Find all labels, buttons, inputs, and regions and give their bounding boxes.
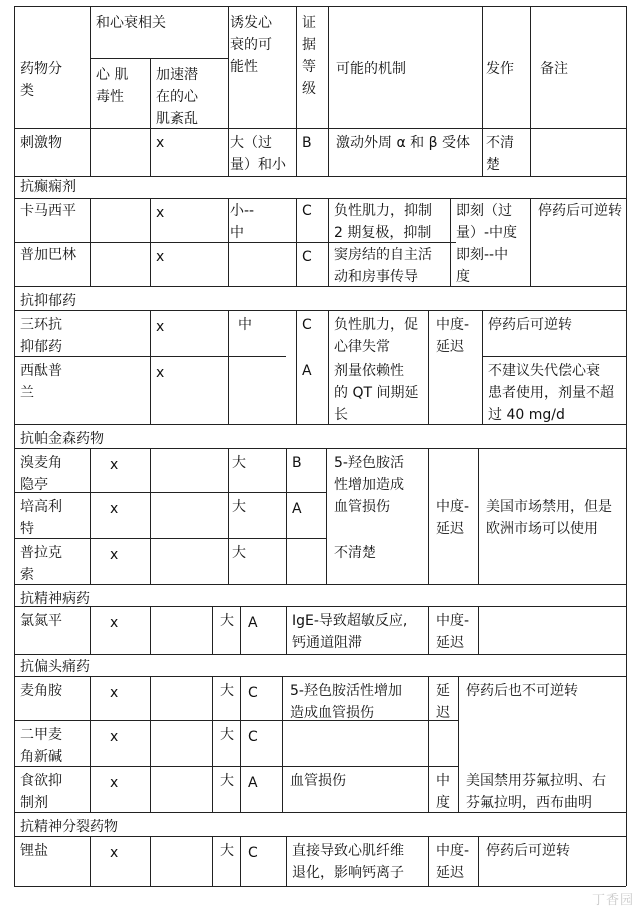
row-tca-mechanism: 负性肌力，促 心律失常 xyxy=(334,317,418,355)
row-carbamazepine-name: 卡马西平 xyxy=(20,203,76,219)
row-pregabalin-accelerate: x xyxy=(156,249,165,265)
row-stimulant-onset: 不清 楚 xyxy=(486,135,514,173)
row-stimulant-level: B xyxy=(302,135,312,151)
row-clozapine-possibility: 大 xyxy=(220,613,234,629)
row-stimulant-mechanism: 激动外周 α 和 β 受体 xyxy=(336,135,470,151)
row-migraine-remark: 停药后也不可逆转 xyxy=(466,683,578,699)
row-appetite-onset: 中 度 xyxy=(436,773,450,811)
row-methysergide-cardio: x xyxy=(110,729,119,745)
row-carbamazepine-accelerate: x xyxy=(156,205,165,221)
section-antidepressant: 抗抑郁药 xyxy=(20,293,76,309)
row-bromocriptine-level: B xyxy=(292,455,302,471)
row-parkinson-onset: 中度- 延迟 xyxy=(436,499,470,537)
row-antiepileptic-mechanism: 负性肌力，抑制 2 期复极，抑制 窦房结的自主活 动和房事传导 xyxy=(334,203,432,285)
row-bromocriptine-cardio: x xyxy=(110,457,119,473)
row-tca-possibility: 中 xyxy=(238,317,252,333)
header-onset: 发作 xyxy=(486,61,514,77)
row-lithium-mechanism: 直接导致心肌纤维 退化，影响钙离子 xyxy=(292,843,404,881)
row-clozapine-name: 氯氮平 xyxy=(20,613,62,629)
row-clozapine-level: A xyxy=(248,615,258,631)
section-antimigraine: 抗偏头痛药 xyxy=(20,659,90,675)
row-carbamazepine-onset: 即刻（过 量）-中度 xyxy=(456,203,518,241)
row-pramipexole-cardio: x xyxy=(110,547,119,563)
row-ergotamine-name: 麦角胺 xyxy=(20,683,62,699)
row-pramipexole-possibility: 大 xyxy=(232,545,246,561)
row-antiepileptic-possibility: 小-- 中 xyxy=(230,203,255,241)
row-antiepileptic-remark: 停药后可逆转 xyxy=(538,203,622,219)
row-pregabalin-name: 普加巴林 xyxy=(20,247,76,263)
row-lithium-onset: 中度- 延迟 xyxy=(436,843,470,881)
row-migraine-onset: 延 迟 xyxy=(436,683,450,721)
row-ergotamine-level: C xyxy=(248,685,258,701)
row-parkinson-mechanism: 5-羟色胺活 性增加造成 血管损伤 xyxy=(334,455,404,515)
row-tca-accelerate: x xyxy=(156,319,165,335)
row-tca-remark: 停药后可逆转 xyxy=(488,317,572,333)
row-pramipexole-name: 普拉克 索 xyxy=(20,545,62,583)
watermark-logo: 丁香园 xyxy=(591,893,634,908)
row-ergotamine-cardio: x xyxy=(110,685,119,701)
header-mechanism: 可能的机制 xyxy=(336,61,406,77)
row-carbamazepine-level: C xyxy=(302,203,312,219)
row-clozapine-mechanism: IgE-导致超敏反应, 钙通道阻滞 xyxy=(292,613,408,651)
row-appetite-mechanism: 血管损伤 xyxy=(290,773,346,789)
row-lithium-possibility: 大 xyxy=(220,843,234,859)
row-stimulant-accelerate: x xyxy=(156,135,165,151)
row-tca-onset: 中度- 延迟 xyxy=(436,317,470,355)
row-citalopram-accelerate: x xyxy=(156,365,165,381)
row-pergolide-level: A xyxy=(292,501,302,517)
row-appetite-level: A xyxy=(248,775,258,791)
row-citalopram-remark: 不建议失代偿心衰 患者使用，剂量不超 过 40 mg/d xyxy=(488,363,614,423)
row-appetite-remark: 美国禁用芬氟拉明、右 芬氟拉明，西布曲明 xyxy=(466,773,606,811)
section-antischizophrenic: 抗精神分裂药物 xyxy=(20,819,118,835)
row-appetite-cardio: x xyxy=(110,775,119,791)
row-pergolide-possibility: 大 xyxy=(232,499,246,515)
row-stimulant-possibility: 大（过 量）和小 xyxy=(230,135,286,173)
row-parkinson-remark: 美国市场禁用，但是 欧洲市场可以使用 xyxy=(486,499,612,537)
header-accelerate: 加速潜 在的心 肌紊乱 xyxy=(156,67,198,127)
row-tca-name: 三环抗 抑郁药 xyxy=(20,317,62,355)
header-cardiotoxicity: 心 肌 毒性 xyxy=(96,67,129,105)
row-pramipexole-mechanism: 不清楚 xyxy=(334,545,376,561)
header-evidence-level: 证 据 等 级 xyxy=(302,15,316,97)
header-heart-related: 和心衰相关 xyxy=(96,15,166,31)
header-drug-class: 药物分 类 xyxy=(20,61,62,99)
row-pregabalin-onset: 即刻--中 度 xyxy=(456,247,509,285)
header-induce-possibility: 诱发心 衰的可 能性 xyxy=(230,15,272,75)
row-lithium-remark: 停药后可逆转 xyxy=(486,843,570,859)
row-methysergide-possibility: 大 xyxy=(220,727,234,743)
row-appetite-name: 食欲抑 制剂 xyxy=(20,773,62,811)
row-lithium-cardio: x xyxy=(110,845,119,861)
row-lithium-name: 锂盐 xyxy=(20,843,48,859)
row-citalopram-level: A xyxy=(302,363,312,379)
header-remarks: 备注 xyxy=(540,61,568,77)
row-tca-level: C xyxy=(302,317,312,333)
section-antiparkinson: 抗帕金森药物 xyxy=(20,431,104,447)
row-citalopram-name: 西酞普 兰 xyxy=(20,363,62,401)
section-antipsychotic: 抗精神病药 xyxy=(20,591,90,607)
row-citalopram-mechanism: 剂量依赖性 的 QT 间期延 长 xyxy=(334,363,419,423)
section-antiepileptic: 抗癫痫剂 xyxy=(20,179,76,195)
row-methysergide-level: C xyxy=(248,729,258,745)
row-lithium-level: C xyxy=(248,845,258,861)
row-ergotamine-possibility: 大 xyxy=(220,683,234,699)
row-pergolide-cardio: x xyxy=(110,501,119,517)
row-clozapine-onset: 中度- 延迟 xyxy=(436,613,470,651)
row-bromocriptine-possibility: 大 xyxy=(232,455,246,471)
row-migraine-mechanism: 5-羟色胺活性增加 造成血管损伤 xyxy=(290,683,402,721)
row-bromocriptine-name: 溴麦角 隐亭 xyxy=(20,455,62,493)
row-stimulant-name: 刺激物 xyxy=(20,135,62,151)
row-pergolide-name: 培高利 特 xyxy=(20,499,62,537)
row-appetite-possibility: 大 xyxy=(220,773,234,789)
row-clozapine-cardio: x xyxy=(110,615,119,631)
row-pregabalin-level: C xyxy=(302,249,312,265)
row-methysergide-name: 二甲麦 角新碱 xyxy=(20,727,62,765)
